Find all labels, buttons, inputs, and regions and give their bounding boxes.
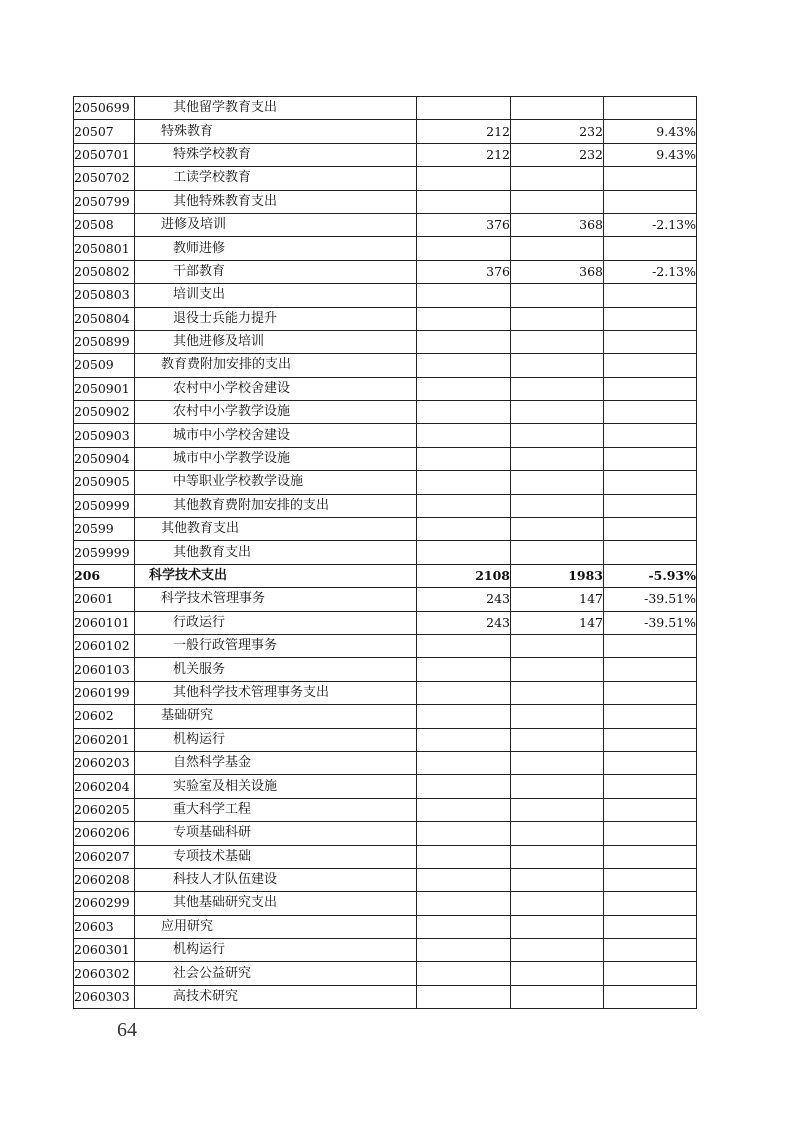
value-2020-cell xyxy=(511,892,604,915)
table-row xyxy=(74,798,697,821)
table-row xyxy=(74,728,697,751)
change-percent-cell xyxy=(604,868,697,891)
value-2020-cell xyxy=(511,915,604,938)
name-cell: 应用研究 xyxy=(135,915,417,938)
table-row xyxy=(74,471,697,494)
value-2019-cell xyxy=(417,354,511,377)
table-row xyxy=(74,892,697,915)
value-2019-cell xyxy=(417,798,511,821)
table-row xyxy=(74,658,697,681)
value-2020-cell xyxy=(511,868,604,891)
change-percent-cell xyxy=(604,354,697,377)
value-2020-cell xyxy=(511,377,604,400)
table-row xyxy=(74,354,697,377)
code-cell: 2059999 xyxy=(74,541,135,564)
value-2019-cell xyxy=(417,728,511,751)
value-2020-cell xyxy=(511,541,604,564)
value-2019-cell xyxy=(417,401,511,424)
table-row xyxy=(74,143,697,166)
value-2019-cell xyxy=(417,471,511,494)
name-cell: 社会公益研究 xyxy=(135,962,417,985)
value-2019-cell xyxy=(417,658,511,681)
change-percent-cell xyxy=(604,377,697,400)
table-row xyxy=(74,822,697,845)
value-2019-cell: 212 xyxy=(417,143,511,166)
code-cell: 206 xyxy=(74,564,135,587)
table-row xyxy=(74,190,697,213)
value-2019-cell xyxy=(417,190,511,213)
value-2020-cell: 368 xyxy=(511,260,604,283)
value-2019-cell xyxy=(417,307,511,330)
name-cell: 科技人才队伍建设 xyxy=(135,868,417,891)
code-cell: 2060208 xyxy=(74,868,135,891)
code-cell: 20509 xyxy=(74,354,135,377)
table-row xyxy=(74,564,697,587)
table-row xyxy=(74,985,697,1008)
budget-table xyxy=(73,96,697,1009)
change-percent-cell xyxy=(604,822,697,845)
value-2019-cell xyxy=(417,541,511,564)
change-percent-cell: -2.13% xyxy=(604,213,697,236)
name-cell: 机构运行 xyxy=(135,728,417,751)
name-cell: 教育费附加安排的支出 xyxy=(135,354,417,377)
value-2019-cell xyxy=(417,634,511,657)
name-cell: 机关服务 xyxy=(135,658,417,681)
table-row xyxy=(74,260,697,283)
change-percent-cell xyxy=(604,705,697,728)
name-cell: 培训支出 xyxy=(135,284,417,307)
table-row xyxy=(74,868,697,891)
change-percent-cell xyxy=(604,658,697,681)
value-2020-cell: 368 xyxy=(511,213,604,236)
value-2019-cell: 376 xyxy=(417,260,511,283)
change-percent-cell: -39.51% xyxy=(604,611,697,634)
code-cell: 2050802 xyxy=(74,260,135,283)
name-cell: 其他进修及培训 xyxy=(135,330,417,353)
name-cell: 机构运行 xyxy=(135,939,417,962)
code-cell: 2060204 xyxy=(74,775,135,798)
table-row xyxy=(74,447,697,470)
code-cell: 20603 xyxy=(74,915,135,938)
table-row xyxy=(74,494,697,517)
name-cell: 城市中小学教学设施 xyxy=(135,447,417,470)
change-percent-cell xyxy=(604,939,697,962)
value-2019-cell xyxy=(417,167,511,190)
value-2020-cell xyxy=(511,190,604,213)
code-cell: 2060205 xyxy=(74,798,135,821)
value-2020-cell xyxy=(511,751,604,774)
value-2020-cell xyxy=(511,471,604,494)
change-percent-cell xyxy=(604,798,697,821)
value-2019-cell xyxy=(417,939,511,962)
change-percent-cell xyxy=(604,915,697,938)
table-row xyxy=(74,307,697,330)
code-cell: 2060199 xyxy=(74,681,135,704)
value-2019-cell xyxy=(417,97,511,120)
table-row xyxy=(74,213,697,236)
code-cell: 2050999 xyxy=(74,494,135,517)
code-cell: 2050902 xyxy=(74,401,135,424)
name-cell: 其他基础研究支出 xyxy=(135,892,417,915)
change-percent-cell xyxy=(604,518,697,541)
table-row xyxy=(74,120,697,143)
value-2019-cell: 243 xyxy=(417,588,511,611)
name-cell: 一般行政管理事务 xyxy=(135,634,417,657)
name-cell: 农村中小学教学设施 xyxy=(135,401,417,424)
value-2020-cell: 232 xyxy=(511,143,604,166)
value-2019-cell xyxy=(417,775,511,798)
value-2020-cell xyxy=(511,962,604,985)
value-2019-cell xyxy=(417,985,511,1008)
value-2019-cell xyxy=(417,377,511,400)
change-percent-cell xyxy=(604,541,697,564)
code-cell: 2050803 xyxy=(74,284,135,307)
table-row xyxy=(74,588,697,611)
name-cell: 城市中小学校舍建设 xyxy=(135,424,417,447)
value-2020-cell xyxy=(511,330,604,353)
code-cell: 2050904 xyxy=(74,447,135,470)
value-2019-cell xyxy=(417,892,511,915)
name-cell: 中等职业学校教学设施 xyxy=(135,471,417,494)
name-cell: 其他教育费附加安排的支出 xyxy=(135,494,417,517)
change-percent-cell xyxy=(604,728,697,751)
value-2019-cell xyxy=(417,424,511,447)
code-cell: 20508 xyxy=(74,213,135,236)
code-cell: 2060203 xyxy=(74,751,135,774)
value-2020-cell xyxy=(511,681,604,704)
value-2019-cell xyxy=(417,915,511,938)
value-2020-cell xyxy=(511,167,604,190)
code-cell: 2060302 xyxy=(74,962,135,985)
code-cell: 2060103 xyxy=(74,658,135,681)
change-percent-cell xyxy=(604,97,697,120)
name-cell: 其他特殊教育支出 xyxy=(135,190,417,213)
name-cell: 进修及培训 xyxy=(135,213,417,236)
table-row xyxy=(74,634,697,657)
table-row xyxy=(74,518,697,541)
code-cell: 2050801 xyxy=(74,237,135,260)
value-2020-cell xyxy=(511,728,604,751)
code-cell: 2050901 xyxy=(74,377,135,400)
value-2020-cell xyxy=(511,634,604,657)
change-percent-cell xyxy=(604,751,697,774)
name-cell: 其他教育支出 xyxy=(135,541,417,564)
value-2019-cell xyxy=(417,237,511,260)
value-2020-cell xyxy=(511,447,604,470)
value-2020-cell xyxy=(511,284,604,307)
name-cell: 实验室及相关设施 xyxy=(135,775,417,798)
change-percent-cell xyxy=(604,447,697,470)
table-row xyxy=(74,541,697,564)
code-cell: 20507 xyxy=(74,120,135,143)
code-cell: 2050699 xyxy=(74,97,135,120)
table-row xyxy=(74,97,697,120)
code-cell: 2060303 xyxy=(74,985,135,1008)
value-2019-cell xyxy=(417,868,511,891)
change-percent-cell: -2.13% xyxy=(604,260,697,283)
change-percent-cell xyxy=(604,494,697,517)
value-2020-cell xyxy=(511,775,604,798)
value-2020-cell xyxy=(511,494,604,517)
code-cell: 2050702 xyxy=(74,167,135,190)
change-percent-cell xyxy=(604,775,697,798)
table-row xyxy=(74,377,697,400)
name-cell: 干部教育 xyxy=(135,260,417,283)
value-2020-cell: 232 xyxy=(511,120,604,143)
name-cell: 行政运行 xyxy=(135,611,417,634)
table-row xyxy=(74,167,697,190)
change-percent-cell xyxy=(604,845,697,868)
change-percent-cell xyxy=(604,401,697,424)
value-2020-cell: 147 xyxy=(511,588,604,611)
value-2020-cell xyxy=(511,354,604,377)
code-cell: 2060299 xyxy=(74,892,135,915)
value-2019-cell xyxy=(417,681,511,704)
table-row xyxy=(74,330,697,353)
code-cell: 2050799 xyxy=(74,190,135,213)
change-percent-cell xyxy=(604,424,697,447)
name-cell: 专项基础科研 xyxy=(135,822,417,845)
value-2020-cell xyxy=(511,424,604,447)
code-cell: 2050903 xyxy=(74,424,135,447)
change-percent-cell: 9.43% xyxy=(604,120,697,143)
code-cell: 2060207 xyxy=(74,845,135,868)
value-2020-cell xyxy=(511,705,604,728)
value-2020-cell xyxy=(511,518,604,541)
name-cell: 高技术研究 xyxy=(135,985,417,1008)
table-row xyxy=(74,751,697,774)
code-cell: 2060102 xyxy=(74,634,135,657)
change-percent-cell xyxy=(604,892,697,915)
name-cell: 其他科学技术管理事务支出 xyxy=(135,681,417,704)
table-row xyxy=(74,705,697,728)
value-2019-cell xyxy=(417,330,511,353)
value-2019-cell xyxy=(417,705,511,728)
change-percent-cell xyxy=(604,284,697,307)
code-cell: 2060206 xyxy=(74,822,135,845)
code-cell: 2060101 xyxy=(74,611,135,634)
name-cell: 科学技术支出 xyxy=(135,564,417,587)
code-cell: 2060201 xyxy=(74,728,135,751)
change-percent-cell xyxy=(604,962,697,985)
value-2020-cell xyxy=(511,401,604,424)
name-cell: 特殊学校教育 xyxy=(135,143,417,166)
code-cell: 2050804 xyxy=(74,307,135,330)
change-percent-cell xyxy=(604,167,697,190)
name-cell: 自然科学基金 xyxy=(135,751,417,774)
name-cell: 教师进修 xyxy=(135,237,417,260)
code-cell: 20602 xyxy=(74,705,135,728)
value-2019-cell: 2108 xyxy=(417,564,511,587)
table-row xyxy=(74,962,697,985)
change-percent-cell xyxy=(604,190,697,213)
name-cell: 其他教育支出 xyxy=(135,518,417,541)
table-row xyxy=(74,845,697,868)
value-2020-cell xyxy=(511,97,604,120)
name-cell: 工读学校教育 xyxy=(135,167,417,190)
value-2019-cell xyxy=(417,284,511,307)
name-cell: 特殊教育 xyxy=(135,120,417,143)
table-row xyxy=(74,775,697,798)
table-row xyxy=(74,237,697,260)
page-number: 64 xyxy=(117,1019,137,1041)
value-2020-cell xyxy=(511,658,604,681)
value-2019-cell: 212 xyxy=(417,120,511,143)
change-percent-cell xyxy=(604,237,697,260)
value-2020-cell xyxy=(511,985,604,1008)
code-cell: 2060301 xyxy=(74,939,135,962)
value-2020-cell xyxy=(511,845,604,868)
value-2019-cell xyxy=(417,447,511,470)
name-cell: 其他留学教育支出 xyxy=(135,97,417,120)
value-2019-cell xyxy=(417,962,511,985)
change-percent-cell: -39.51% xyxy=(604,588,697,611)
name-cell: 退役士兵能力提升 xyxy=(135,307,417,330)
value-2020-cell xyxy=(511,307,604,330)
value-2019-cell xyxy=(417,518,511,541)
name-cell: 科学技术管理事务 xyxy=(135,588,417,611)
change-percent-cell xyxy=(604,471,697,494)
table-row xyxy=(74,939,697,962)
change-percent-cell xyxy=(604,985,697,1008)
table-row xyxy=(74,401,697,424)
change-percent-cell xyxy=(604,634,697,657)
change-percent-cell xyxy=(604,330,697,353)
table-row xyxy=(74,915,697,938)
value-2020-cell xyxy=(511,798,604,821)
table-row xyxy=(74,681,697,704)
value-2020-cell xyxy=(511,822,604,845)
code-cell: 2050899 xyxy=(74,330,135,353)
table-row xyxy=(74,611,697,634)
code-cell: 2050905 xyxy=(74,471,135,494)
value-2019-cell xyxy=(417,494,511,517)
code-cell: 20601 xyxy=(74,588,135,611)
name-cell: 专项技术基础 xyxy=(135,845,417,868)
code-cell: 2050701 xyxy=(74,143,135,166)
table-row xyxy=(74,424,697,447)
table-row xyxy=(74,284,697,307)
budget-table-body xyxy=(74,97,697,1009)
value-2020-cell xyxy=(511,939,604,962)
name-cell: 重大科学工程 xyxy=(135,798,417,821)
value-2020-cell: 147 xyxy=(511,611,604,634)
value-2020-cell: 1983 xyxy=(511,564,604,587)
value-2019-cell xyxy=(417,845,511,868)
change-percent-cell: 9.43% xyxy=(604,143,697,166)
code-cell: 20599 xyxy=(74,518,135,541)
value-2019-cell: 243 xyxy=(417,611,511,634)
name-cell: 农村中小学校舍建设 xyxy=(135,377,417,400)
value-2019-cell xyxy=(417,751,511,774)
value-2019-cell: 376 xyxy=(417,213,511,236)
value-2019-cell xyxy=(417,822,511,845)
change-percent-cell: -5.93% xyxy=(604,564,697,587)
value-2020-cell xyxy=(511,237,604,260)
change-percent-cell xyxy=(604,681,697,704)
name-cell: 基础研究 xyxy=(135,705,417,728)
change-percent-cell xyxy=(604,307,697,330)
